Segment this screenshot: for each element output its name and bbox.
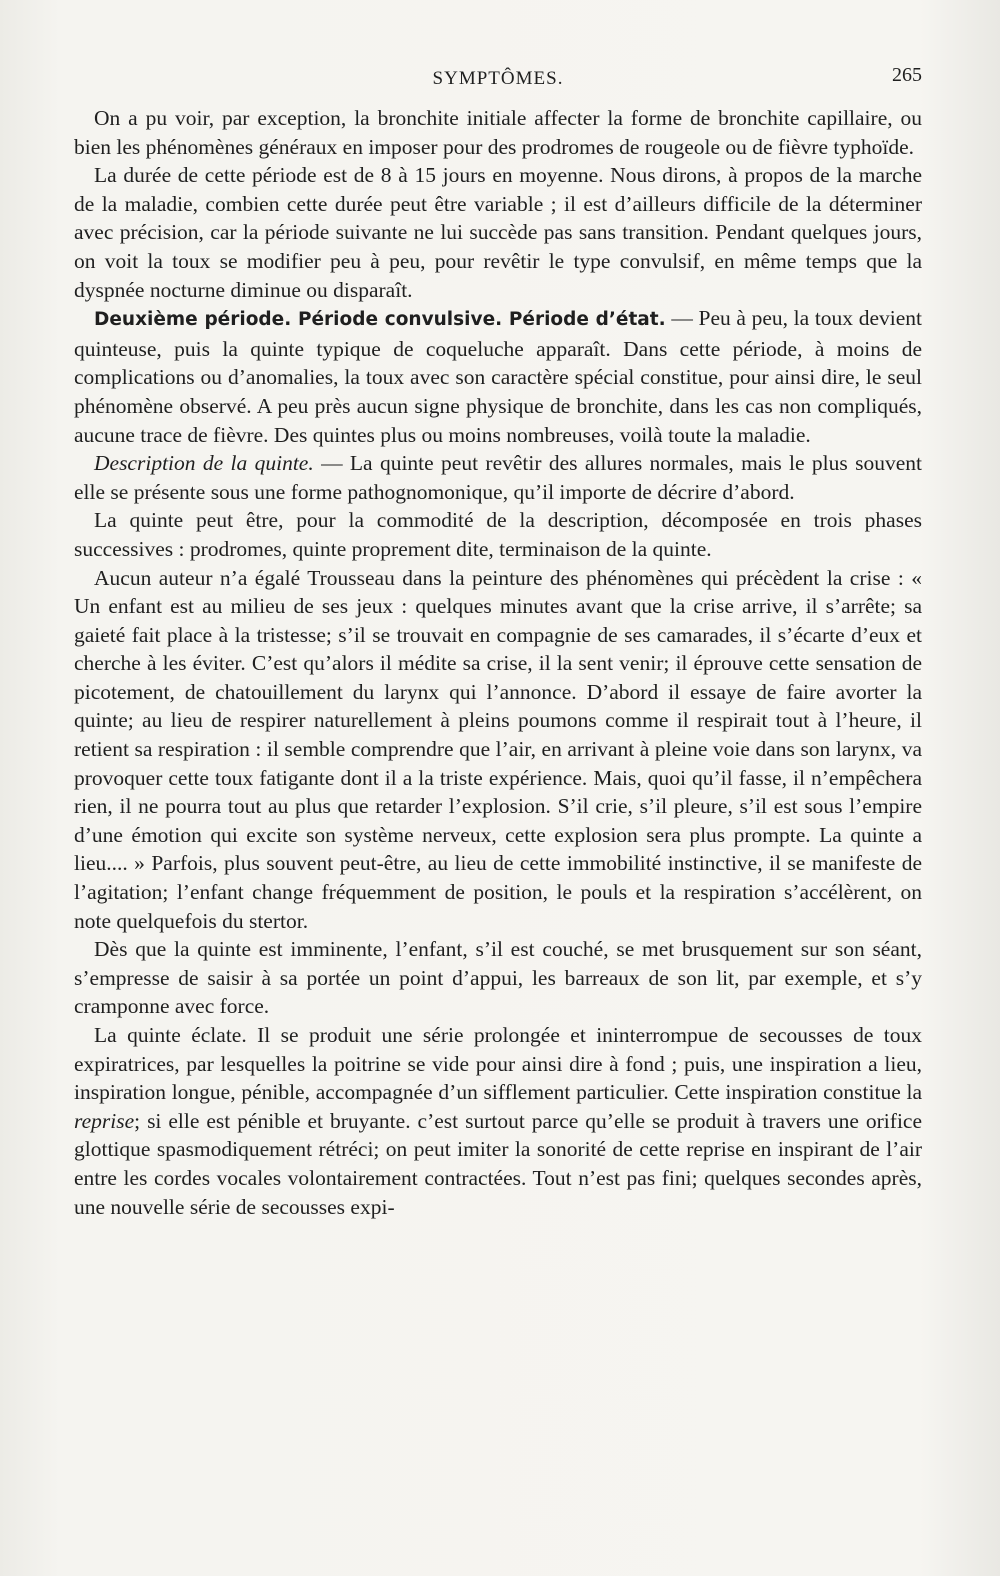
paragraph-text: La durée de cette période est de 8 à 15 jours en moyenne. Nous dirons, à propos de la marche de la maladie, combien cette durée peut être variable ; il est d’ailleurs difficile de la déterminer avec précision, car la période suivante ne lui succède pas sans transition. Pendant quelques jours, on voit la toux se modifier peu à peu, pour revêtir le type convulsif, en même temps que la dyspnée nocturne diminue ou disparaît. — [74, 163, 922, 302]
emphasis-reprise: reprise — [74, 1108, 135, 1133]
paragraph-text: La quinte éclate. Il se produit une série prolongée et ininterrompue de secousses de toux expiratrices, par lesquelles la poitrine se vide pour ainsi dire à fond ; puis, une inspiration a lieu, inspiration longue, pénible, accompagnée d’un sifflement particulier. Cette inspiration constitue la — [74, 1023, 922, 1105]
paragraph-quinte-imminente — [74, 935, 922, 1021]
page-header — [74, 62, 922, 96]
paragraph-text: La quinte peut être, pour la commodité de la description, décomposée en trois phases successives : prodromes, quinte proprement dite, terminaison de la quinte. — [74, 508, 922, 561]
subsection-heading: Description de la quinte. — [94, 451, 314, 476]
section-heading: Deuxième période. Période convulsive. Période d’état. — [94, 309, 666, 331]
paragraph-text: — La quinte peut revêtir des allures normales, mais le plus souvent elle se présente sous une forme pathognomonique, qu’il importe de décrire d’abord. — [74, 451, 922, 504]
paragraph-duree-periode — [74, 161, 922, 304]
paragraph-description-quinte — [74, 449, 922, 506]
paragraph-bronchite-initiale — [74, 104, 922, 161]
paragraph-text: Aucun auteur n’a égalé Trousseau dans la peinture des phénomènes qui précèdent la crise : « Un enfant est au milieu de ses jeux : quelques minutes avant que la crise arrive, il s’arrête; sa gaieté fait place à la tristesse; s’il se trouvait en compagnie de ses camarades, il s’écarte d’eux et cherche à les éviter. C’est qu’alors il médite sa crise, il la sent venir; il éprouve cette sensation de picotement, de chatouillement du larynx qui l’annonce. D’abord il essaye de faire avorter la quinte; au lieu de respirer naturellement à pleins poumons comme il respirait tout à l’heure, il retient sa respiration : il semble comprendre que l’air, en arrivant à pleine voie dans son larynx, va provoquer cette toux fatigante dont il a la triste expérience. Mais, quoi qu’il fasse, il n’empêchera rien, il ne pourra tout au plus que retarder l’explosion. S’il crie, s’il pleure, s’il est sous l’empire d’une émotion qui excite son système nerveux, cette explosion sera plus prompte. La quinte a lieu.... » Parfois, plus souvent peut-être, au lieu de cette immobilité instinctive, il se manifeste de l’agitation; l’enfant change fréquemment de position, le pouls et la respiration s’accélèrent, on note quelquefois du stertor. — [74, 565, 922, 933]
paragraph-quinte-eclate — [74, 1021, 922, 1221]
page-number: 265 — [892, 64, 922, 86]
paragraph-deuxieme-periode — [74, 304, 922, 449]
paragraph-trousseau-quote — [74, 564, 922, 936]
running-title: SYMPTÔMES. — [432, 68, 564, 89]
paragraph-trois-phases — [74, 506, 922, 563]
paragraph-text: — Peu à peu, la toux devient quinteuse, puis la quinte typique de coqueluche apparaît. Dans cette période, à moins de complications ou d’anomalies, la toux avec son caractère spécial constitue, pour ainsi dire, le seul phénomène observé. A peu près aucun signe physique de bronchite, dans les cas non compliqués, aucune trace de fièvre. Des quintes plus ou moins nombreuses, voilà toute la maladie. — [74, 306, 922, 447]
paragraph-text: Dès que la quinte est imminente, l’enfant, s’il est couché, se met brusquement sur son séant, s’empresse de saisir à sa portée un point d’appui, les barreaux de son lit, par exemple, et s’y cramponne avec force. — [74, 937, 922, 1019]
paragraph-text: On a pu voir, par exception, la bronchite initiale affecter la forme de bronchite capillaire, ou bien les phénomènes généraux en imposer pour des prodromes de rougeole ou de fièvre typhoïde. — [74, 106, 922, 159]
paragraph-text: ; si elle est pénible et bruyante. c’est surtout parce qu’elle se produit à travers une orifice glottique spasmodiquement rétréci; on peut imiter la sonorité de cette reprise en inspirant de l’air entre les cordes vocales volontairement contractées. Tout n’est pas fini; quelques secondes après, une nouvelle série de secousses expi- — [74, 1108, 922, 1219]
body-text — [74, 104, 922, 1221]
